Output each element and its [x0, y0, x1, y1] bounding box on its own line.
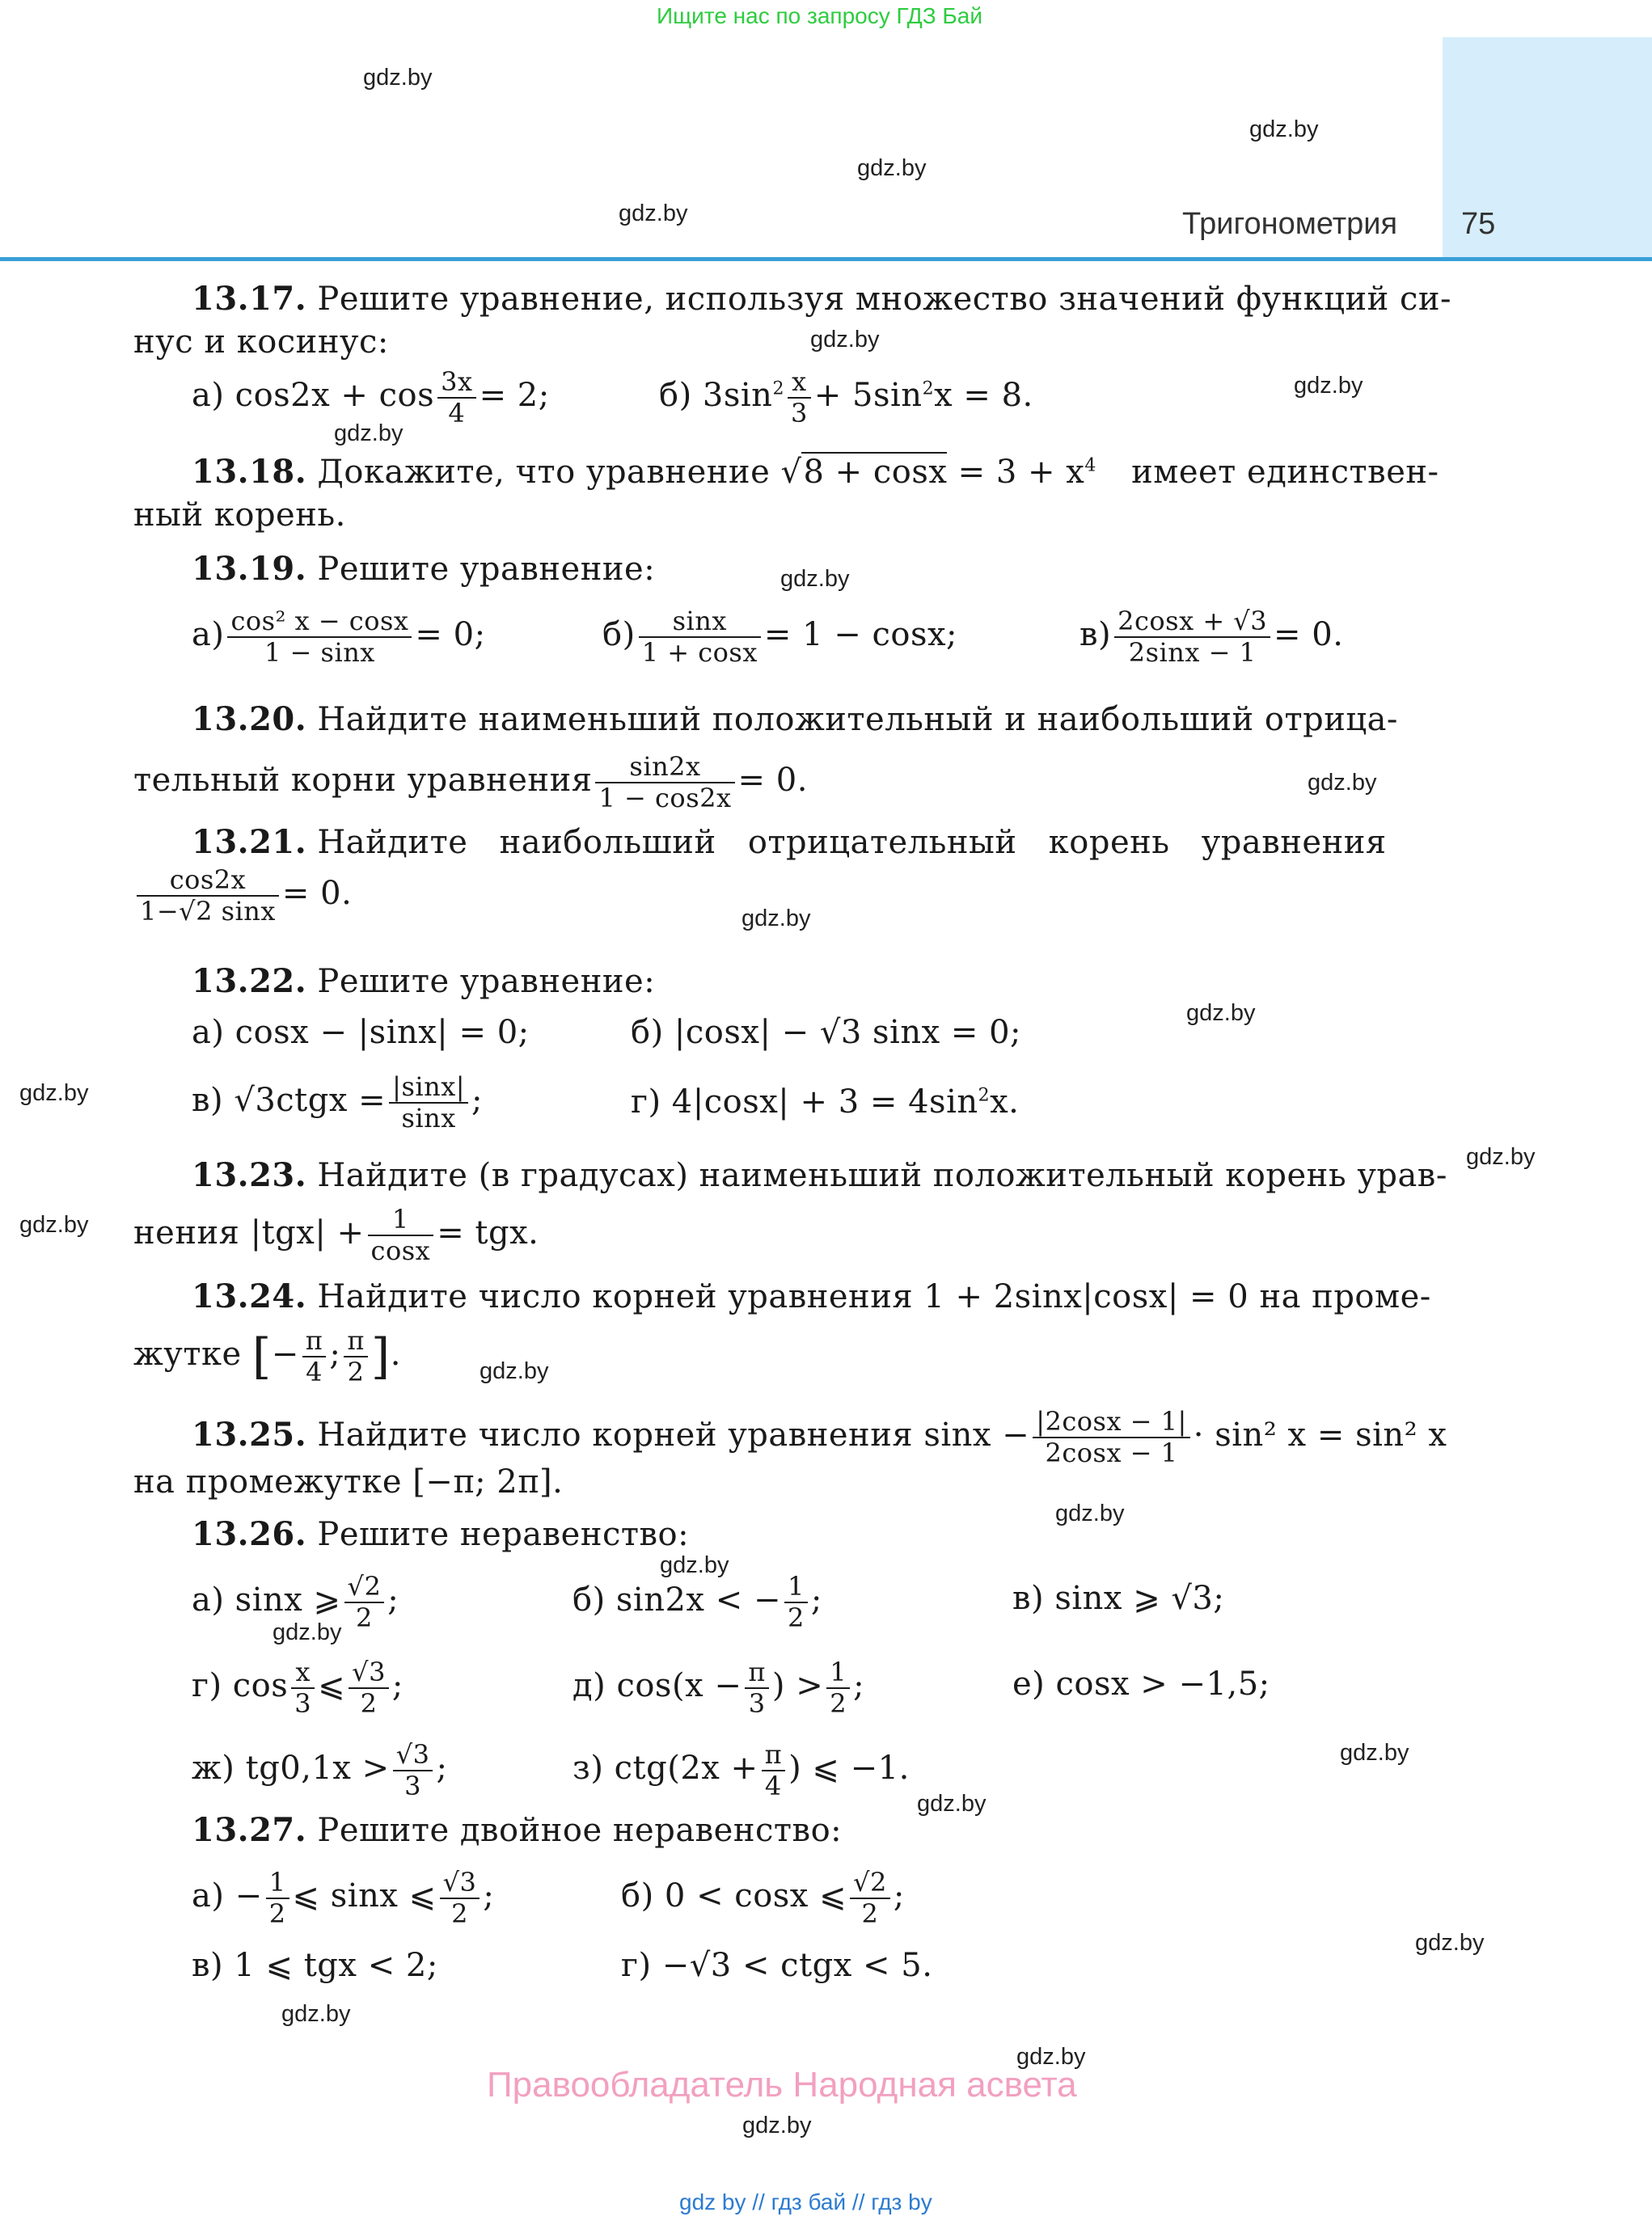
problem-13-21: 13.21. Найдите наибольший отрицательный корень уравнения: [192, 823, 1387, 861]
problem-text-cont: на промежутке [−π; 2π].: [133, 1463, 564, 1501]
problem-text-cont: нения |tgx| + $\frac{1}{\cos x}$ = tgx.: [133, 1204, 539, 1266]
watermark: gdz.by: [742, 2113, 812, 2138]
problem-13-18: 13.18. Докажите, что уравнение $√8 + \cos x = 3 + x^4$ имеет единствен-: [192, 453, 1439, 491]
watermark: gdz.by: [1186, 1000, 1256, 1026]
page-number: 75: [1461, 207, 1496, 241]
problem-13-20: 13.20. Найдите наименьший положительный и наибольший отрица-: [192, 700, 1398, 738]
problem-13-24: 13.24. Найдите число корней уравнения 1 + 2sinx|cosx| = 0 на проме-: [192, 1277, 1431, 1315]
watermark: gdz.by: [1294, 373, 1363, 399]
watermark: gdz.by: [19, 1212, 89, 1238]
problem-13-19: 13.19. Решите уравнение:: [192, 550, 656, 588]
watermark: gdz.by: [660, 1552, 729, 1578]
watermark: gdz.by: [273, 1619, 342, 1645]
problem-text-cont: нус и косинус:: [133, 323, 389, 361]
header-rule: [0, 257, 1652, 261]
watermark: gdz.by: [1055, 1501, 1125, 1526]
item-b: б) 0 < cosx ⩽ $\frac{√2}{2}$ ;: [621, 1867, 905, 1929]
item-e: д) cos(x − $\frac{\pi}{3}$ ) > $\frac{1}{2}$ ;: [572, 1657, 865, 1719]
watermark: gdz.by: [1308, 770, 1377, 796]
watermark: gdz.by: [619, 201, 688, 226]
watermark: gdz.by: [1249, 116, 1319, 142]
problem-13-22: 13.22. Решите уравнение:: [192, 962, 656, 1000]
section-title: Тригонометрия: [1182, 207, 1398, 241]
watermark: gdz.by: [480, 1358, 549, 1384]
item-b: б) sin2x < − $\frac{1}{2}$ ;: [572, 1571, 822, 1633]
item-b: б) |cosx| − √3 sinx = 0;: [631, 1014, 1022, 1051]
bottom-links[interactable]: gdz by // гдз бай // гдз by: [679, 2189, 932, 2214]
problem-13-26: 13.26. Решите неравенство:: [192, 1515, 690, 1553]
watermark: gdz.by: [857, 155, 927, 181]
item-d: г) cos $\frac{x}{3}$ ⩽ $\frac{√3}{2}$ ;: [192, 1657, 403, 1719]
watermark: gdz.by: [1415, 1930, 1485, 1956]
copyright-footer: Правообладатель Народная асвета: [487, 2065, 1077, 2105]
top-banner: Ищите нас по запросу ГДЗ Бай: [657, 3, 983, 28]
item-f: е) cosx > −1,5;: [1012, 1666, 1270, 1703]
watermark: gdz.by: [810, 327, 880, 353]
watermark: gdz.by: [363, 65, 433, 91]
watermark: gdz.by: [1340, 1740, 1409, 1766]
problem-13-25: 13.25. Найдите число корней уравнения sinx − $\frac{|2\cos x - 1|}{2\cos x - 1}$ · sin² x = sin² x: [192, 1406, 1447, 1468]
watermark: gdz.by: [741, 906, 811, 931]
problem-text-cont: $\frac{\cos 2x}{1-√2 \sin x}$ = 0.: [133, 865, 352, 927]
watermark: gdz.by: [1016, 2044, 1086, 2070]
item-d: г) $4|\cos x| + 3 = 4\sin^2x$.: [631, 1083, 1020, 1121]
item-a: а) sinx ⩾ $\frac{√2}{2}$ ;: [192, 1571, 399, 1633]
item-c: в) 1 ⩽ tgx < 2;: [192, 1947, 438, 1984]
item-c: в) √3ctgx = $\frac{|\sin x|}{\sin x}$ ;: [192, 1071, 484, 1134]
item-h: з) ctg(2x + $\frac{\pi}{4}$ ) ⩽ −1.: [572, 1739, 910, 1801]
item-a: а) $\frac{\text{cos² x − cosx}}{1 - \sin x}$ = 0;: [192, 606, 486, 668]
problem-13-17: [192, 280, 1451, 318]
watermark: gdz.by: [281, 2001, 351, 2027]
item-b: б) $\frac{\sin x}{1 + \cos x}$ = 1 − cosx;: [602, 606, 958, 668]
item-c: в) sinx ⩾ √3;: [1012, 1580, 1225, 1617]
item-c: в) $\frac{2\cos x + √3}{2\sin x - 1}$ = 0.: [1080, 606, 1344, 668]
problem-number: 13.17.: [192, 280, 307, 318]
watermark: gdz.by: [334, 420, 403, 446]
problem-text-cont: жутке [− $\frac{\pi}{4}$ ; $\frac{\pi}{2}$ ].: [133, 1325, 401, 1387]
problem-13-23: 13.23. Найдите (в градусах) наименьший положительный корень урав-: [192, 1156, 1447, 1194]
item-g: ж) tg0,1x > $\frac{√3}{3}$ ;: [192, 1739, 448, 1801]
item-a: а) cos2x + cos $\frac{3x}{4}$ = 2;: [192, 366, 550, 429]
watermark: gdz.by: [19, 1080, 89, 1106]
watermark: gdz.by: [1466, 1144, 1536, 1170]
problem-13-27: 13.27. Решите двойное неравенство:: [192, 1811, 843, 1849]
watermark: gdz.by: [780, 566, 850, 592]
item-a: а) cosx − |sinx| = 0;: [192, 1014, 530, 1051]
problem-text-cont: тельный корни уравнения $\frac{\sin 2x}{1 - \cos 2x}$ = 0.: [133, 751, 808, 813]
problem-text-cont: ный корень.: [133, 496, 346, 534]
item-d: г) −√3 < ctgx < 5.: [621, 1947, 933, 1984]
item-a: а) − $\frac{1}{2}$ ⩽ sinx ⩽ $\frac{√3}{2}$ ;: [192, 1867, 495, 1929]
watermark: gdz.by: [917, 1791, 987, 1817]
problem-text: Решите уравнение, используя множество значений функций си-: [317, 281, 1452, 318]
item-b: б) $3\sin^2$ $\frac{x}{3}$ + $5\sin^2x = 8$.: [659, 366, 1033, 429]
